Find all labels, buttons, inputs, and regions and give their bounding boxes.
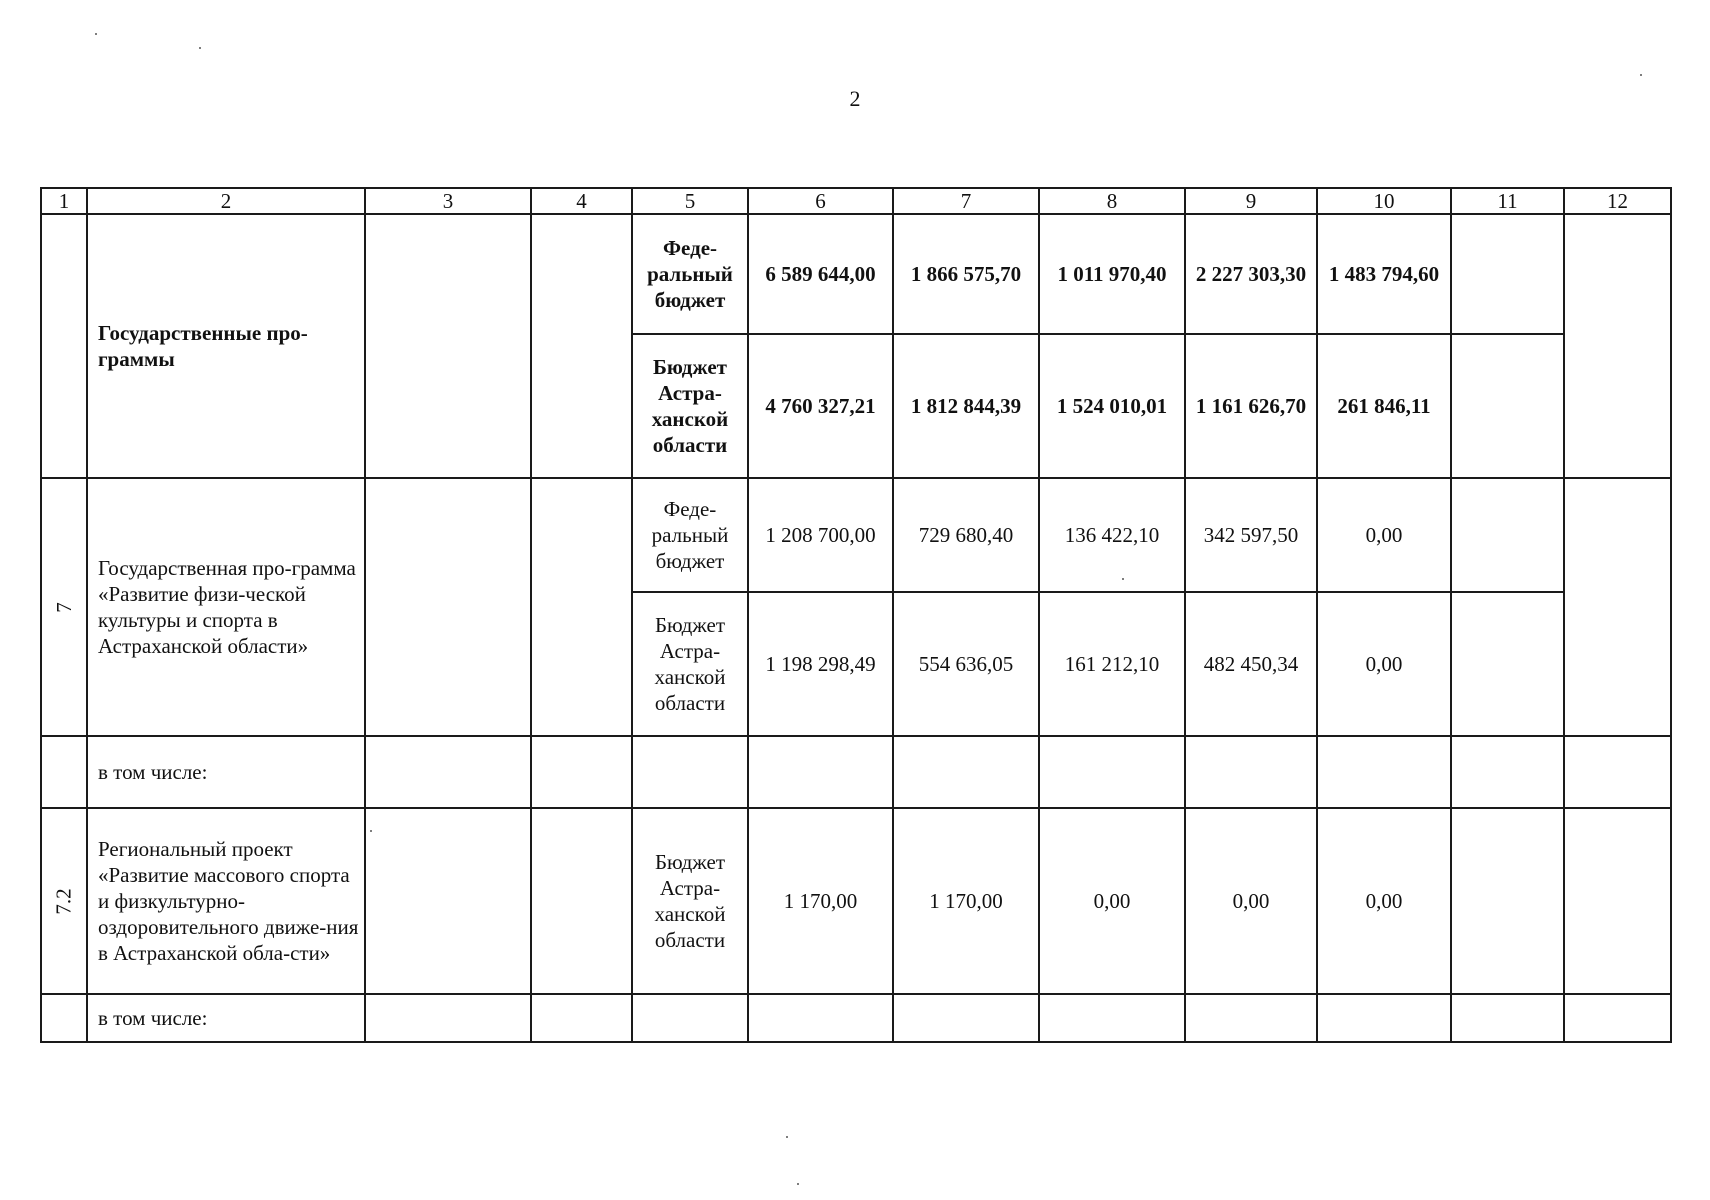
empty-cell [531, 478, 632, 736]
value-cell: 729 680,40 [893, 478, 1039, 592]
value-cell: 1 866 575,70 [893, 214, 1039, 334]
empty-cell [1039, 994, 1185, 1042]
funding-source-cell: Бюджет Астра-ханской области [632, 592, 748, 736]
column-header-row [41, 188, 1671, 214]
empty-cell [365, 214, 531, 478]
value-cell: 1 812 844,39 [893, 334, 1039, 478]
empty-cell [1564, 994, 1671, 1042]
value-cell: 1 170,00 [748, 808, 893, 994]
column-header: 6 [748, 188, 893, 214]
page-number: 2 [849, 86, 861, 111]
row-name-cell: в том числе: [87, 994, 365, 1042]
column-header: 4 [531, 188, 632, 214]
scan-speck [1640, 74, 1642, 76]
empty-cell [632, 736, 748, 808]
row-number: 7.2 [51, 887, 76, 915]
column-header: 2 [87, 188, 365, 214]
row-number: 7 [51, 601, 76, 613]
empty-cell [893, 736, 1039, 808]
empty-cell [531, 736, 632, 808]
empty-cell [41, 736, 87, 808]
empty-cell [1564, 736, 1671, 808]
value-cell: 136 422,10 [1039, 478, 1185, 592]
empty-cell [531, 994, 632, 1042]
empty-cell [365, 808, 531, 994]
value-cell: 0,00 [1317, 478, 1451, 592]
row-number-cell [41, 214, 87, 478]
value-cell: 1 170,00 [893, 808, 1039, 994]
empty-cell [893, 994, 1039, 1042]
value-cell: 161 212,10 [1039, 592, 1185, 736]
empty-cell [365, 478, 531, 736]
empty-cell [1451, 592, 1564, 736]
empty-cell [1185, 736, 1317, 808]
value-cell: 0,00 [1185, 808, 1317, 994]
empty-cell [1039, 736, 1185, 808]
scan-speck [1122, 578, 1124, 580]
row-number-cell [41, 808, 87, 994]
value-cell: 4 760 327,21 [748, 334, 893, 478]
row-name-cell: Государственные про-граммы [87, 214, 365, 478]
value-cell: 1 198 298,49 [748, 592, 893, 736]
empty-cell [748, 736, 893, 808]
value-cell: 2 227 303,30 [1185, 214, 1317, 334]
value-cell: 554 636,05 [893, 592, 1039, 736]
row-name-cell: Региональный проект «Развитие массового спорта и физкультурно-оздоровительного движе-ния в Астраханской обла-сти» [87, 808, 365, 994]
empty-cell [1451, 334, 1564, 478]
column-header: 8 [1039, 188, 1185, 214]
row-name-cell: Государственная про-грамма «Развитие физи-ческой культуры и спорта в Астраханской области» [87, 478, 365, 736]
funding-source-cell: Бюджет Астра-ханской области [632, 334, 748, 478]
funding-source-cell: Феде-ральный бюджет [632, 214, 748, 334]
value-cell: 0,00 [1317, 592, 1451, 736]
value-cell: 1 524 010,01 [1039, 334, 1185, 478]
empty-cell [365, 994, 531, 1042]
scan-speck [797, 1183, 799, 1185]
empty-cell [1451, 736, 1564, 808]
value-cell: 0,00 [1317, 808, 1451, 994]
value-cell: 1 483 794,60 [1317, 214, 1451, 334]
value-cell: 1 208 700,00 [748, 478, 893, 592]
value-cell: 482 450,34 [1185, 592, 1317, 736]
value-cell: 6 589 644,00 [748, 214, 893, 334]
row-name-cell: в том числе: [87, 736, 365, 808]
empty-cell [1564, 214, 1671, 478]
row-number-cell [41, 478, 87, 736]
value-cell: 261 846,11 [1317, 334, 1451, 478]
empty-cell [1451, 994, 1564, 1042]
funding-source-cell: Бюджет Астра-ханской области [632, 808, 748, 994]
scan-speck [370, 830, 372, 832]
value-cell: 1 011 970,40 [1039, 214, 1185, 334]
empty-cell [365, 736, 531, 808]
scan-speck [95, 33, 97, 35]
scan-speck [786, 1136, 788, 1138]
table-row [41, 808, 1671, 994]
funding-source-cell: Феде-ральный бюджет [632, 478, 748, 592]
table-row [41, 736, 1671, 808]
column-header: 1 [41, 188, 87, 214]
column-header: 9 [1185, 188, 1317, 214]
column-header: 11 [1451, 188, 1564, 214]
empty-cell [1564, 478, 1671, 736]
column-header: 12 [1564, 188, 1671, 214]
empty-cell [1317, 736, 1451, 808]
empty-cell [1564, 808, 1671, 994]
value-cell: 0,00 [1039, 808, 1185, 994]
value-cell: 342 597,50 [1185, 478, 1317, 592]
empty-cell [1185, 994, 1317, 1042]
column-header: 3 [365, 188, 531, 214]
empty-cell [1451, 478, 1564, 592]
column-header: 10 [1317, 188, 1451, 214]
empty-cell [531, 214, 632, 478]
empty-cell [632, 994, 748, 1042]
value-cell: 1 161 626,70 [1185, 334, 1317, 478]
table-row [41, 214, 1671, 334]
empty-cell [1451, 214, 1564, 334]
scan-speck [199, 47, 201, 49]
empty-cell [531, 808, 632, 994]
empty-cell [41, 994, 87, 1042]
budget-table [40, 187, 1672, 1043]
column-header: 7 [893, 188, 1039, 214]
table-row [41, 478, 1671, 592]
empty-cell [1451, 808, 1564, 994]
empty-cell [1317, 994, 1451, 1042]
table-row [41, 994, 1671, 1042]
empty-cell [748, 994, 893, 1042]
column-header: 5 [632, 188, 748, 214]
